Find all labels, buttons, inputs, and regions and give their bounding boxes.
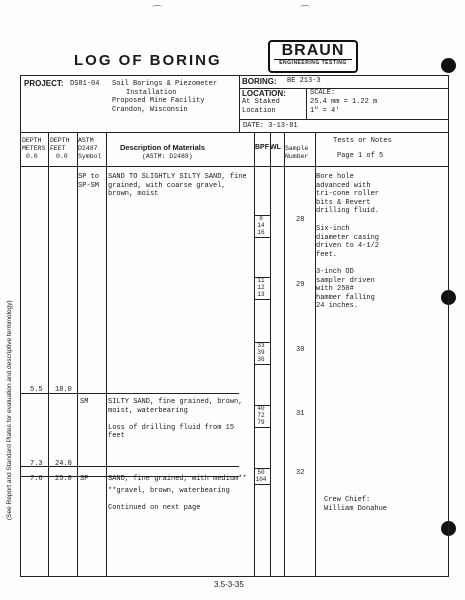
side-note: (See Report and Standard Plates for evaluation and descriptive terminology) [6,300,13,520]
blow-count: 14 [257,222,265,229]
page-footer: 3.5-3-35 [214,580,244,589]
sample-number: 30 [296,346,305,354]
col-tests-notes: Tests or Notes [333,137,392,145]
date: DATE: 3-13-81 [243,122,298,130]
col-depth-feet-2: FEET [50,145,66,152]
blow-count: 33 [257,342,265,349]
project-line-2: Installation [126,88,177,97]
col-depth-meters-2: METERS [22,145,46,152]
col-astm-1: ASTM [78,137,94,144]
project-label: PROJECT: [24,79,64,88]
drilling-note: Bore hole advanced with tri-cone roller bits & Revert drilling fluid. [316,173,380,216]
col-wl: WL [270,144,281,151]
col-sample-2: Number [285,153,309,160]
blow-count: 104 [255,476,267,483]
layer-description: SILTY SAND, fine grained, brown, moist, waterbearing Loss of drilling fluid from 15 feet [108,398,243,441]
location-line-2: Location [242,106,276,115]
blow-count: 13 [257,291,265,298]
layer-description: SAND TO SLIGHTLY SILTY SAND, fine grained, with coarse gravel, brown, moist [108,173,247,199]
layer-symbol: SP to SP-SM [78,173,100,190]
scale-label: SCALE: [310,89,336,97]
project-number: DS81-04 [70,80,100,88]
boring-label: BORING: [242,77,277,86]
sample-number: 28 [296,216,305,224]
layer-depth-meters: 5.5 [30,386,43,394]
logo-tagline: ENGINEERING TESTING [274,59,352,66]
project-line-4: Crandon, Wisconsin [112,105,188,114]
layer-description: SAND, fine grained, with medium** [108,475,247,483]
crew-chief-note: Crew Chief: William Donahue [324,496,388,513]
blow-count: 40 [257,405,265,412]
company-logo [268,40,358,73]
col-description: Description of Materials [120,143,206,152]
casing-note: Six-inch diameter casing driven to 4-1/2 feet. [316,225,380,259]
scan-mark: ⌒ [300,6,310,17]
scan-mark: ⌒ [152,6,162,17]
col-description-standard: (ASTM: D2488) [142,153,193,160]
project-line-1: Soil Borings & Piezometer [112,80,218,88]
sample-number: 29 [296,281,305,289]
layer-depth-feet: 24.0 [55,460,72,468]
location-line-1: At Staked [242,98,280,106]
layer-depth-feet: 18.0 [55,386,72,394]
col-astm-3: Symbol [78,153,102,160]
sample-number: 31 [296,410,305,418]
page-title: LOG OF BORING [74,52,222,69]
blow-count: 36 [257,356,265,363]
col-depth-feet-1: DEPTH [50,137,70,144]
logo-wordmark: BRAUN [281,42,345,59]
blow-count: 39 [257,349,265,356]
sample-number: 32 [296,469,305,477]
blow-count: 79 [257,419,265,426]
layer-depth-meters: 7.6 [30,475,43,483]
scale-line-2: 1" = 4' [310,106,340,115]
layer-symbol: SM [80,398,89,406]
boring-number: BE 213-3 [287,77,321,85]
blow-count: 16 [257,229,265,236]
sampler-note: 3-inch OD sampler driven with 250# hammer falling 24 inches. [316,268,375,311]
blow-count: 72 [257,412,265,419]
scale-line-1: 25.4 mm = 1.22 m [310,98,378,106]
col-depth-meters-3: 0.0 [26,153,38,160]
col-depth-feet-3: 0.0 [56,153,68,160]
col-bpf: BPF [255,144,269,151]
blow-count: 12 [257,284,265,291]
binder-hole [441,58,456,73]
location-label: LOCATION: [242,89,286,98]
blow-count: 50 [257,469,265,476]
col-depth-meters-1: DEPTH [22,137,42,144]
layer-description: **gravel, brown, waterbearing Continued on next page [108,487,230,513]
project-line-3: Proposed Mine Facility [112,97,205,106]
blow-count: 8 [259,215,263,222]
layer-symbol: SP [80,475,89,483]
blow-count: 11 [257,277,265,284]
col-astm-2: D2487 [78,145,98,152]
layer-depth-meters: 7.3 [30,460,43,468]
col-sample-1: Sample [285,145,309,152]
page-number: Page 1 of 5 [337,152,384,160]
layer-depth-feet: 25.0 [55,475,72,483]
